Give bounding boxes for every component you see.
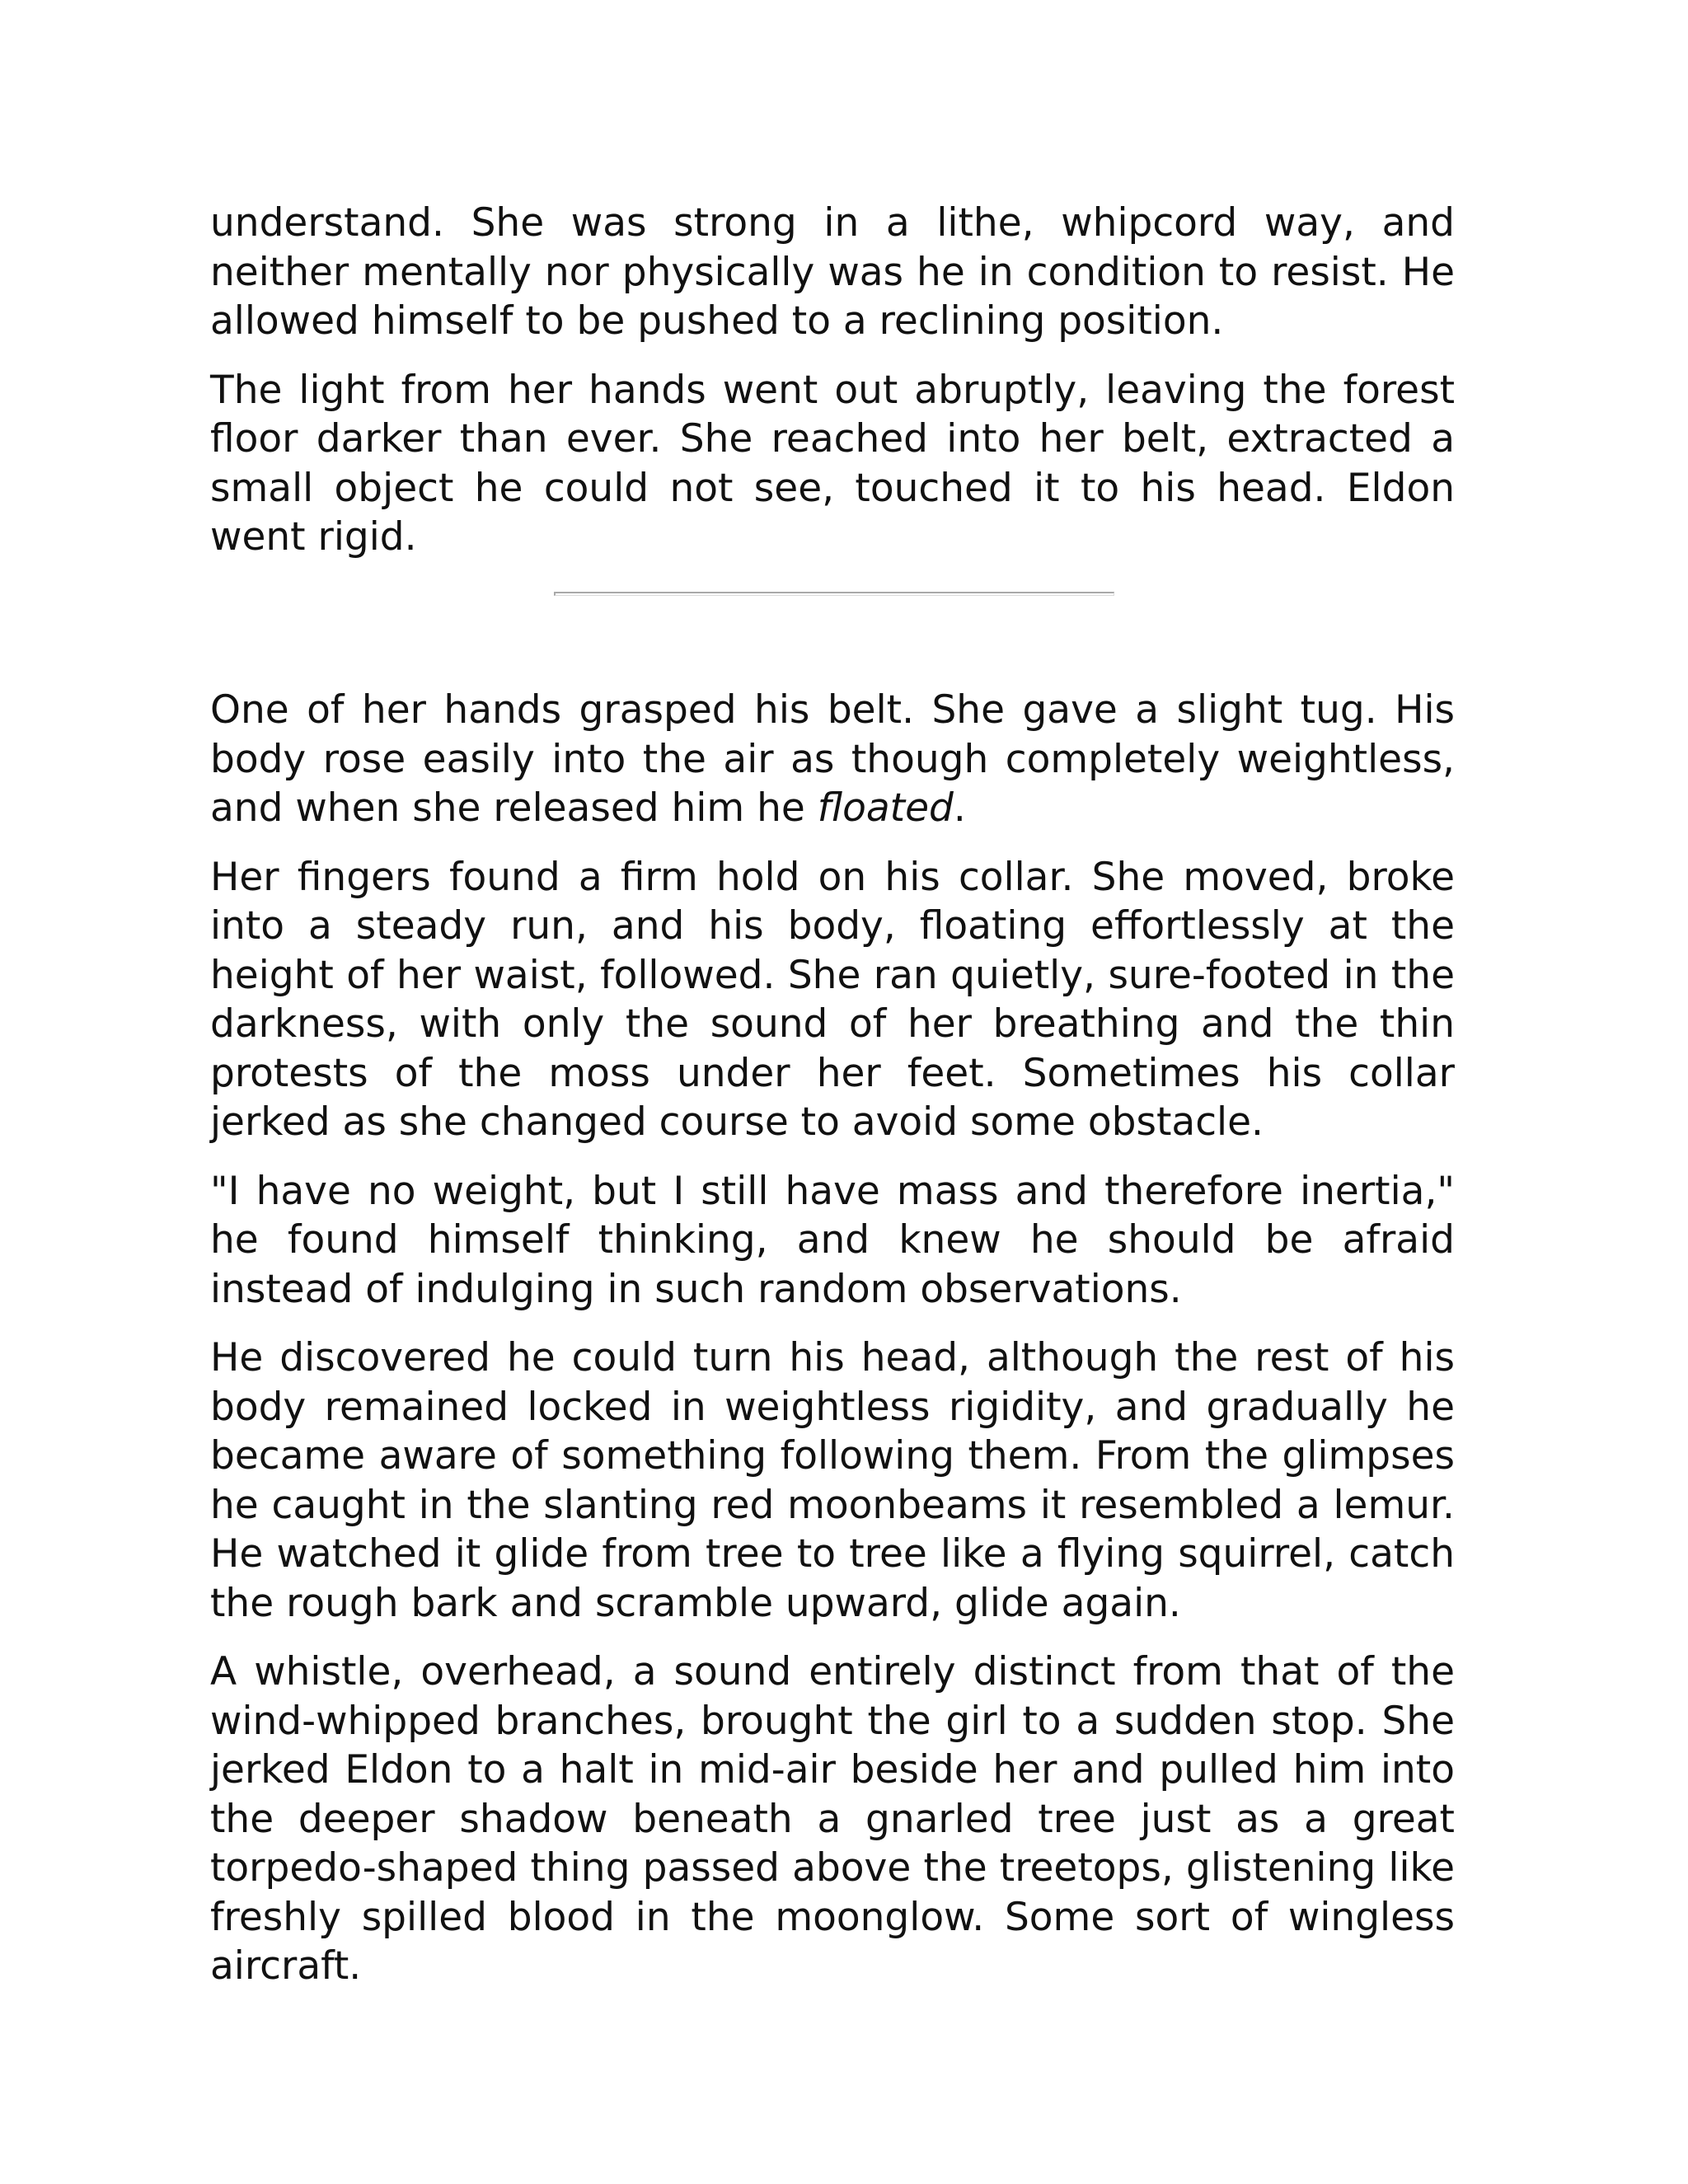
text-section-bottom [210,686,1455,1991]
paragraph: understand. She was strong in a lithe, whipcord way, and neither mentally nor physically was he in condition to resist. He allowed himself to be pushed to a reclining position. [210,200,1455,344]
text-section-top [210,199,1455,562]
emphasized-word: floated [817,785,954,831]
paragraph: Her fingers found a firm hold on his collar. She moved, broke into a steady run, and his body, floating effortlessly at the height of her waist, followed. She ran quietly, sure-footed in the darkness, with only the sound of her breathing and the thin protests of the moss under her feet. Sometimes his collar jerked as she changed course to avoid some obstacle. [210,854,1455,1145]
paragraph [210,686,1455,833]
paragraph: The light from her hands went out abruptly, leaving the forest floor darker than ever. She reached into her belt, extracted a small object he could not see, touched it to his head. Eldon went rigid. [210,367,1455,560]
paragraph-text: . [953,785,966,831]
paragraph: A whistle, overhead, a sound entirely distinct from that of the wind-whipped branches, brought the girl to a sudden stop. She jerked Eldon to a halt in mid-air beside her and pulled him into the deeper shadow beneath a gnarled tree just as a great torpedo-shaped thing passed above the treetops, glistening like freshly spilled blood in the moonglow. Some sort of wingless aircraft. [210,1649,1455,1989]
paragraph: "I have no weight, but I still have mass and therefore inertia," he found himself thinking, and knew he should be afraid instead of indulging in such random observations. [210,1168,1455,1312]
paragraph: He discovered he could turn his head, although the rest of his body remained locked in weightless rigidity, and gradually he became aware of something following them. From the glimpses he caught in the slanting red moonbeams it resembled a lemur. He watched it glide from tree to tree like a flying squirrel, catch the rough bark and scramble upward, glide again. [210,1335,1455,1626]
section-divider [554,592,1114,596]
paragraph-text: One of her hands grasped his belt. She gave a slight tug. His body rose easily into the air as though completely weightless, and when she released him he [210,687,1455,831]
